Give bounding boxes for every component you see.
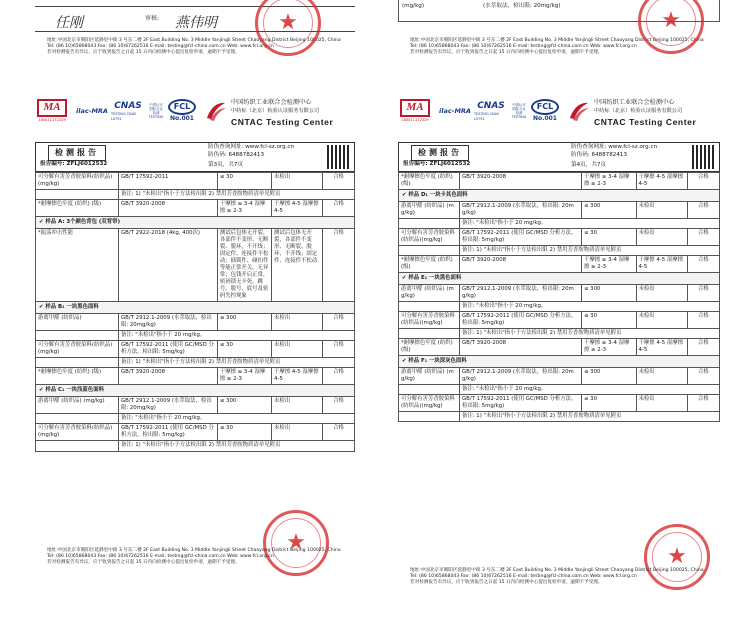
item-cell [36,441,119,451]
item-cell: 游离甲醛 (纺织品) (mg/kg) [399,285,460,302]
footer-contact: Tel: (86 10)65868043 Fax: (86 10)67262516 E-mail: testing@fcl-china.com.cn Web: www.fcl.org.cn [410,574,637,580]
org-name-cn2: 中纺标（北京）检验认证服务有限公司 [231,108,320,114]
limit-cell: 干摩擦 ≥ 3-4 湿摩擦 ≥ 2-3 [581,173,636,190]
table-row [399,229,720,246]
fcl-mark: FCL [531,99,559,115]
remark-cell: 备注: 1) "未检出"指小于方法检出限 2) 禁用芳香胺物质清单见附页 [118,358,354,368]
remark-cell: 备注: 1) "未检出"指小于方法检出限 2) 禁用芳香胺物质清单见附页 [459,246,719,256]
org-name-en: CNTAC Testing Center [231,117,334,127]
method-cell: GB/T 17592-2011 [118,173,217,190]
table-row [399,256,720,273]
report-page-right [398,0,720,600]
limit-cell: ≤ 300 [581,285,636,302]
item-cell [399,412,460,422]
table-row [36,414,355,424]
result-cell: 合格 [687,229,719,246]
method-cell: GB/T 2912.1-2009 (水萃取法，检出限: 20mg/kg) [118,314,217,331]
stub-item: (mg/kg) [402,3,425,9]
table-row [36,173,355,190]
item-cell [399,246,460,256]
item-cell: *耐摩擦色牢度 (纺织) (级) [399,173,460,190]
footer-note: 若对检测报告有异议，应于收到报告之日起 15 日内向检测中心提出复检申请，逾期不予受理。 [410,580,603,586]
table-row [399,219,720,229]
table-row [399,312,720,329]
sample-section-label: ✔ 样品 E₁ 一块黑色面料 [399,273,720,285]
remark-cell: 备注: "未检出"指小于 20 mg/kg。 [459,219,719,229]
limit-cell: ≤ 30 [217,424,271,441]
org-name-cn: 中国纺织工业联合会检测中心 [231,99,312,106]
limit-cell: ≤ 30 [581,229,636,246]
sample-section-label: ✔ 样品 A: 3个颜色背包 (双背带) [36,217,355,229]
fcl-logo [167,98,197,124]
red-seal-stamp-bottom: ★ [263,510,329,576]
method-cell: GB/T 17592-2011 (使用 GC/MSD 分析方法，检出限: 5mg/kg) [459,395,581,412]
report-page-left [35,0,355,578]
item-cell: *耐摩擦色牢度 (纺织) (级) [399,256,460,273]
fcl-number: No.001 [533,115,557,123]
page-footer [398,568,720,587]
report-number: 报告编号: ZFLJ6012532 [40,161,108,167]
cnas-text: CNAS [114,101,142,112]
ilac-text: ilac-MRA [76,106,108,115]
page-number: 第3页，共7页 [208,162,244,168]
top-stub [398,0,720,58]
cnas-logo [474,98,508,124]
item-cell [36,358,119,368]
value-cell: 未检出 [272,424,323,441]
result-cell: 合格 [687,202,719,219]
method-cell: GB/T 2912.1-2009 (水萃取法，检出限: 20mg/kg) [459,368,581,385]
sample-section-label: ✔ 样品 B₁ 一块黑色面料 [36,302,355,314]
cnas-text: CNAS [477,101,505,112]
result-cell: 合格 [323,424,355,441]
result-cell: 合格 [687,173,719,190]
limit-cell: ≤ 30 [581,312,636,329]
signature-stub [35,0,355,58]
table-row [399,412,720,422]
table-row [399,246,720,256]
item-cell [399,385,460,395]
footer-note: 若对检测报告有异议，应于收到报告之日起 15 日内向检测中心提出复检申请，逾期不予受理。 [410,50,603,56]
item-cell [399,302,460,312]
cntac-wing-icon [205,100,227,122]
cnas-sub: TESTING CNAS L0791 [111,112,137,121]
method-cell: GB/T 17592-2011 (使用 GC/MSD 分析方法，检出限: 5mg/kg) [118,341,217,358]
limit-cell: ≤ 300 [581,202,636,219]
item-cell: 可分解有害芳香胺染料(纺织品)(mg/kg) [399,312,460,329]
result-cell: 合格 [687,368,719,385]
cnas-sub: TESTING CNAS L0791 [474,112,500,121]
sample-section-label: ✔ 样品 C₁ 一块浅蓝色面料 [36,385,355,397]
table-row [36,190,355,200]
verify-code: 防伪码: 6488782413 [208,152,265,158]
result-cell: 合格 [323,200,355,217]
fcl-logo [530,98,560,124]
value-cell: 未检出 [636,395,687,412]
item-cell: *耐摩擦色牢度 (纺织) (级) [36,368,119,385]
method-cell: GB/T 17592-2011 (使用 GC/MSD 分析方法，检出限: 5mg/kg) [118,424,217,441]
value-cell: 干摩擦 4-5 湿摩擦 4-5 [636,173,687,190]
limit-cell: ≤ 30 [217,173,271,190]
page-footer-top [398,38,720,57]
value-cell: 未检出 [272,341,323,358]
item-cell: 游离甲醛 (纺织品) [36,314,119,331]
footer-note: 若对检测报告有异议，应于收到报告之日起 15 日内向检测中心提出复检申请，逾期不予受理。 [47,560,240,566]
method-cell: GB/T 2912.1-2009 (水萃取法，检出限: 20mg/kg) [118,397,217,414]
method-cell: GB/T 17592-2011 (使用 GC/MSD 分析方法，检出限: 5mg/kg) [459,312,581,329]
fcl-mark: FCL [168,99,196,115]
result-cell: 合格 [687,339,719,356]
remark-cell: 备注: 1) "未检出"指小于方法检出限 2) 禁用芳香胺物质清单见附页 [118,441,354,451]
report-title-row [398,142,720,172]
remark-cell: 备注: "未检出"指小于 20 mg/kg。 [459,302,719,312]
table-row [399,285,720,302]
report-title: 检测报告 [48,145,106,161]
table-row [36,331,355,341]
method-cell: GB/T 2912.1-2009 (水萃取法，检出限: 20mg/kg) [459,285,581,302]
item-cell: 可分解有害芳香胺染料(纺织品)(mg/kg) [399,395,460,412]
footer-address: 地址:中国北京市朝阳区延静里中街 3 号东二楼 2F East Building No. 3 Middle Yanjingli Street Chaoyang District Beijing 100025, China [410,568,704,573]
sample-section-label: ✔ 样品 F₁ 一块深灰色面料 [399,356,720,368]
result-cell: 合格 [323,397,355,414]
page-footer [35,548,355,567]
red-seal-stamp-bottom: ★ [644,524,710,590]
org-name-cn2: 中纺标（北京）检验认证服务有限公司 [594,108,683,114]
footer-contact: Tel: (86 10)65868043 Fax: (86 10)67262516 E-mail: testing@fcl-china.com.cn Web: www.fcl.org.cn [47,554,274,560]
limit-cell: ≤ 30 [581,395,636,412]
table-row [36,358,355,368]
cma-logo [398,98,432,124]
remark-cell: 备注: "未检出"指小于 20 mg/kg。 [459,385,719,395]
limit-cell: 干摩擦 ≥ 3-4 湿摩擦 ≥ 2-3 [217,200,271,217]
sample-section-row [399,190,720,202]
results-table-left [35,172,355,452]
value-cell: 未检出 [272,397,323,414]
method-cell: GB/T 3920-2008 [459,173,581,190]
table-row [36,368,355,385]
method-cell: GB/T 2912.1-2009 (水萃取法，检出限: 20mg/kg) [459,202,581,219]
item-cell [399,219,460,229]
sample-section-row [399,273,720,285]
org-name-cn: 中国纺织工业联合会检测中心 [594,99,675,106]
cnas-logo [111,98,145,124]
verify-url: 防伪查询网址: www.fcl-sz.org.cn [571,144,658,150]
table-row [36,424,355,441]
method-cell: GB/T 2922-2018 (4kg, 400次) [118,229,217,302]
limit-cell: 干摩擦 ≥ 3-4 湿摩擦 ≥ 2-3 [581,256,636,273]
limit-cell: ≤ 30 [217,341,271,358]
item-cell: *耐摩擦色牢度 (纺织) (级) [399,339,460,356]
remark-cell: 备注: 1) "未检出"指小于方法检出限 2) 禁用芳香胺物质清单见附页 [459,412,719,422]
method-cell: GB/T 3920-2008 [459,256,581,273]
result-cell: 合格 [323,368,355,385]
org-name-en: CNTAC Testing Center [594,117,697,127]
item-cell: *振荡冲击性能 [36,229,119,302]
item-cell: 可分解有害芳香胺染料(纺织品)(mg/kg) [36,341,119,358]
method-cell: GB/T 3920-2008 [459,339,581,356]
footer-address: 地址:中国北京市朝阳区延静里中街 3 号东二楼 2F East Building No. 3 Middle Yanjingli Street Chaoyang District Beijing 100025, China [47,548,341,553]
table-row [36,200,355,217]
value-cell: 未检出 [636,368,687,385]
item-cell [399,329,460,339]
result-cell: 合格 [687,395,719,412]
report-header [398,94,720,142]
item-cell: 游离甲醛 (纺织品) (mg/kg) [36,397,119,414]
item-cell: 可分解有害芳香胺染料(纺织品)(mg/kg) [36,173,119,190]
item-cell [36,331,119,341]
verify-code: 防伪码: 6488782413 [571,152,628,158]
fcl-number: No.001 [170,115,194,123]
cma-number: 180011172329 [401,118,429,123]
item-cell: *耐摩擦色牢度 (纺织) (级) [36,200,119,217]
limit-cell: ≤ 300 [217,314,271,331]
result-cell: 合格 [323,341,355,358]
footer-address: 地址:中国北京市朝阳区延静里中街 3 号东二楼 2F East Building No. 3 Middle Yanjingli Street Chaoyang District Beijing 100025, China [47,38,341,43]
page-number: 第4页，共7页 [571,162,607,168]
item-cell: 游离甲醛 (纺织品) (mg/kg) [399,368,460,385]
result-cell: 合格 [323,173,355,190]
table-row [36,229,355,302]
cnml-text: 中国认可 国际互认 检测 TESTING [148,102,164,120]
table-row [36,397,355,414]
result-cell: 合格 [687,312,719,329]
cma-mark-icon: MA [400,99,430,117]
table-row [399,368,720,385]
cma-mark-icon: MA [37,99,67,117]
cntac-wing-icon [568,100,590,122]
value-cell: 干摩擦 4-5 湿摩擦 4-5 [272,368,323,385]
ilac-logo [75,98,109,124]
value-cell: 测试后包体无开裂，各部件不变形、无断裂、脱环，不开线；固定件、连接件不松动 [272,229,323,302]
value-cell: 干摩擦 4-5 湿摩擦 4-5 [636,256,687,273]
report-title: 检测报告 [411,145,469,161]
footer-contact: Tel: (86 10)65868043 Fax: (86 10)67262516 E-mail: testing@fcl-china.com.cn Web: www.fcl.org.cn [410,44,637,50]
method-cell: GB/T 3920-2008 [118,368,217,385]
limit-cell: 干摩擦 ≥ 3-4 湿摩擦 ≥ 2-3 [581,339,636,356]
table-row [399,302,720,312]
value-cell: 未检出 [636,229,687,246]
sample-section-row [36,385,355,397]
stub-row [398,0,720,22]
red-seal-stamp: ★ [255,0,321,56]
remark-cell: 备注: 1) "未检出"指小于方法检出限 2) 禁用芳香胺物质清单见附页 [118,190,354,200]
table-row [399,202,720,219]
sample-section-row [36,217,355,229]
footer-address: 地址:中国北京市朝阳区延静里中街 3 号东二楼 2F East Building No. 3 Middle Yanjingli Street Chaoyang District Beijing 100025, China [410,38,704,43]
limit-cell: ≤ 300 [217,397,271,414]
result-cell: 合格 [323,314,355,331]
table-row [36,314,355,331]
cnml-text: 中国认可 国际互认 检测 TESTING [511,102,527,120]
remark-cell: 备注: 1) "未检出"指小于方法检出限 2) 禁用芳香胺物质清单见附页 [459,329,719,339]
result-cell: 合格 [687,285,719,302]
signature-row [35,6,355,32]
qr-code-icon [692,145,716,169]
item-cell [36,414,119,424]
signature-a: 任刚 [55,15,83,31]
limit-cell: ≤ 300 [581,368,636,385]
footer-note: 若对检测报告有异议，应于收到报告之日起 15 日内向检测中心提出复检申请，逾期不予受理。 [47,50,240,56]
signature-b: 燕伟明 [175,15,217,31]
red-seal-stamp: ★ [638,0,704,54]
value-cell: 干摩擦 4-5 湿摩擦 4-5 [636,339,687,356]
limit-cell: 测试后包体无开裂，各部件不变形、无断裂、脱环，不开线；固定件、连接件不松动；插锁件、碰扣件等能正常开关，无异常；包钱开启正常，密码锁无卡死，跳号，脱号，底号及密码失控现象 [217,229,271,302]
method-cell: GB/T 17592-2011 (使用 GC/MSD 分析方法，检出限: 5mg/kg) [459,229,581,246]
item-cell: 可分解有害芳香胺染料(纺织品)(mg/kg) [36,424,119,441]
cma-logo [35,98,69,124]
footer-contact: Tel: (86 10)65868043 Fax: (86 10)67262516 E-mail: testing@fcl-china.com.cn Web: www.fcl.org.cn [47,44,274,50]
sample-section-row [36,302,355,314]
table-row [36,441,355,451]
table-row [399,339,720,356]
item-cell: 可分解有害芳香胺染料(纺织品)(mg/kg) [399,229,460,246]
ilac-text: ilac-MRA [439,106,471,115]
report-header [35,94,355,142]
remark-cell: 备注: "未检出"指小于 20 mg/kg。 [118,331,354,341]
table-row [36,341,355,358]
cma-number: 180011172329 [38,118,66,123]
value-cell: 未检出 [636,285,687,302]
limit-cell: 干摩擦 ≥ 3-4 湿摩擦 ≥ 2-3 [217,368,271,385]
result-cell: 合格 [687,256,719,273]
report-number: 报告编号: ZFLJ6012532 [403,161,471,167]
value-cell: 未检出 [272,314,323,331]
value-cell: 未检出 [272,173,323,190]
report-title-row [35,142,355,172]
results-table-right [398,172,720,422]
item-cell [36,190,119,200]
method-cell: GB/T 3920-2008 [118,200,217,217]
table-row [399,395,720,412]
page-footer-top [35,38,355,57]
result-cell: 合格 [323,229,355,302]
table-row [399,329,720,339]
remark-cell: 备注: "未检出"指小于 20 mg/kg。 [118,414,354,424]
value-cell: 未检出 [636,312,687,329]
verify-url: 防伪查询网址: www.fcl-sz.org.cn [208,144,295,150]
table-row [399,173,720,190]
stub-method: (水萃取法，检出限: 20mg/kg) [483,3,561,9]
value-cell: 未检出 [636,202,687,219]
value-cell: 干摩擦 4-5 湿摩擦 4-5 [272,200,323,217]
review-label: 审核: [145,15,160,22]
sample-section-label: ✔ 样品 D₁ 一块卡其色面料 [399,190,720,202]
item-cell: 游离甲醛 (纺织品) (mg/kg) [399,202,460,219]
qr-code-icon [327,145,351,169]
sample-section-row [399,356,720,368]
table-row [399,385,720,395]
ilac-logo [438,98,472,124]
